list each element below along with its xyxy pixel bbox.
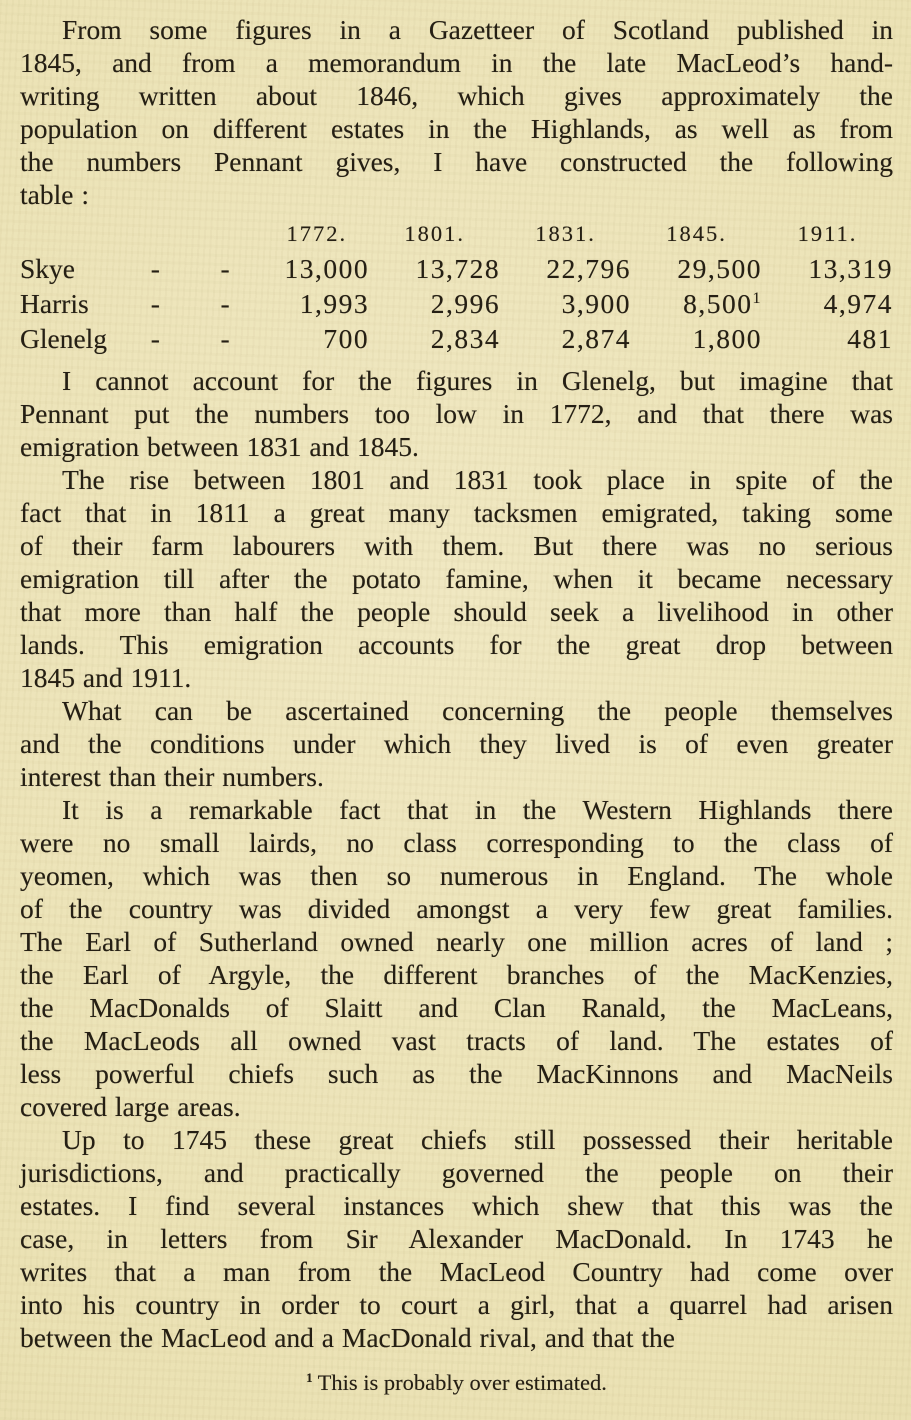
text-line: were no small lairds, no class corresponding to the class of xyxy=(20,827,893,858)
text-line: population on different estates in the Highlands, as well as from xyxy=(20,113,893,144)
text-line: 1845, and from a memorandum in the late MacLeod’s hand- xyxy=(20,47,893,78)
text-line: Up to 1745 these great chiefs still possessed their heritable xyxy=(62,1124,893,1155)
text-line: From some figures in a Gazetteer of Scotland published in xyxy=(62,14,893,45)
year-header-1772: 1772. xyxy=(286,221,348,246)
paragraph-people-conditions xyxy=(20,694,893,793)
text-line: fact that in 1811 a great many tacksmen emigrated, taking some xyxy=(20,497,893,528)
text-line: of their farm labourers with them. But there was no serious xyxy=(20,530,893,561)
row-label: Harris xyxy=(20,288,89,319)
table-row-harris xyxy=(20,286,893,321)
leader-dash: - xyxy=(150,288,160,319)
leader-dash: - xyxy=(150,253,160,284)
value-1845 xyxy=(631,286,762,321)
text-line: covered large areas. xyxy=(20,1091,241,1122)
text-line: What can be ascertained concerning the people themselves xyxy=(62,695,893,726)
text-line: It is a remarkable fact that in the Western Highlands there xyxy=(62,794,893,825)
year-header-1801: 1801. xyxy=(404,221,465,246)
footnote-marker: 1 xyxy=(306,1369,313,1385)
text-line: between the MacLeod and a MacDonald rival, and that the xyxy=(20,1322,675,1353)
empty-cell xyxy=(186,217,265,251)
paragraph-glenelg-figures xyxy=(20,364,893,463)
value-1801: 13,728 xyxy=(415,253,501,284)
text-line: 1845 and 1911. xyxy=(20,662,192,693)
text-line: estates. I find several instances which shew that this was the xyxy=(20,1190,893,1221)
value-1801: 2,834 xyxy=(430,323,501,354)
text-line: lands. This emigration accounts for the great drop between xyxy=(20,629,893,660)
leader-dash: - xyxy=(150,323,160,354)
text-line: the MacLeods all owned vast tracts of land. The estates of xyxy=(20,1025,893,1056)
text-line: writes that a man from the MacLeod Country had come over xyxy=(20,1256,893,1287)
text-line: the Earl of Argyle, the different branches of the MacKenzies, xyxy=(20,959,893,990)
footnote-text: This is probably over estimated. xyxy=(317,1370,607,1395)
text-line: Pennant put the numbers too low in 1772, and that there was xyxy=(20,398,893,429)
text-line: jurisdictions, and practically governed the people on their xyxy=(20,1157,893,1188)
text-line: yeomen, which was then so numerous in England. The whole xyxy=(20,860,893,891)
text-line: the numbers Pennant gives, I have constructed the following xyxy=(20,146,893,177)
leader-dash: - xyxy=(220,288,230,319)
text-line: case, in letters from Sir Alexander MacDonald. In 1743 he xyxy=(20,1223,893,1254)
year-header-1911: 1911. xyxy=(797,221,858,246)
value-1911: 13,319 xyxy=(808,253,893,284)
text-line: interest than their numbers. xyxy=(20,761,324,792)
population-table xyxy=(20,217,893,356)
paragraph-gazetteer xyxy=(20,13,893,211)
paragraph-great-families xyxy=(20,793,893,1123)
value-text: 8,500 xyxy=(683,288,753,319)
empty-cell xyxy=(125,217,186,251)
value-1911: 4,974 xyxy=(823,288,893,319)
text-line: writing written about 1846, which gives approximately the xyxy=(20,80,893,111)
value-1845: 1,800 xyxy=(692,323,762,354)
text-line: The rise between 1801 and 1831 took place in spite of the xyxy=(62,464,893,495)
footnote-marker: 1 xyxy=(752,289,762,307)
value-1772: 13,000 xyxy=(284,253,370,284)
value-1845: 29,500 xyxy=(677,253,762,284)
value-1831: 22,796 xyxy=(546,253,632,284)
leader-dash: - xyxy=(220,323,230,354)
text-line: and the conditions under which they lived is of even greater xyxy=(20,728,893,759)
row-label: Glenelg xyxy=(20,323,108,354)
text-line: less powerful chiefs such as the MacKinnons and MacNeils xyxy=(20,1058,893,1089)
table-row-skye xyxy=(20,251,893,286)
value-1772: 700 xyxy=(323,323,370,354)
value-1801: 2,996 xyxy=(430,288,501,319)
text-line: emigration between 1831 and 1845. xyxy=(20,431,419,462)
year-header-1831: 1831. xyxy=(535,221,596,246)
text-line: The Earl of Sutherland owned nearly one million acres of land ; xyxy=(20,926,893,957)
value-1831: 3,900 xyxy=(561,288,632,319)
text-line: of the country was divided amongst a very few great families. xyxy=(20,893,893,924)
table-row-glenelg xyxy=(20,321,893,356)
text-line: into his country in order to court a girl, that a quarrel had arisen xyxy=(20,1289,893,1320)
empty-cell xyxy=(20,217,125,251)
table-header-row xyxy=(20,217,893,251)
text-line: the MacDonalds of Slaitt and Clan Ranald, the MacLeans, xyxy=(20,992,893,1023)
text-line: I cannot account for the figures in Glenelg, but imagine that xyxy=(62,365,893,396)
footnote xyxy=(20,1368,893,1398)
text-line: that more than half the people should seek a livelihood in other xyxy=(20,596,893,627)
row-label: Skye xyxy=(20,253,75,284)
value-1911: 481 xyxy=(847,323,893,354)
paragraph-heritable-jurisdictions xyxy=(20,1123,893,1354)
text-line: emigration till after the potato famine, when it became necessary xyxy=(20,563,893,594)
value-1831: 2,874 xyxy=(561,323,632,354)
year-header-1845: 1845. xyxy=(666,221,727,246)
paragraph-rise-emigration xyxy=(20,463,893,694)
value-1772: 1,993 xyxy=(299,288,370,319)
text-line: table : xyxy=(20,179,89,210)
leader-dash: - xyxy=(220,253,230,284)
